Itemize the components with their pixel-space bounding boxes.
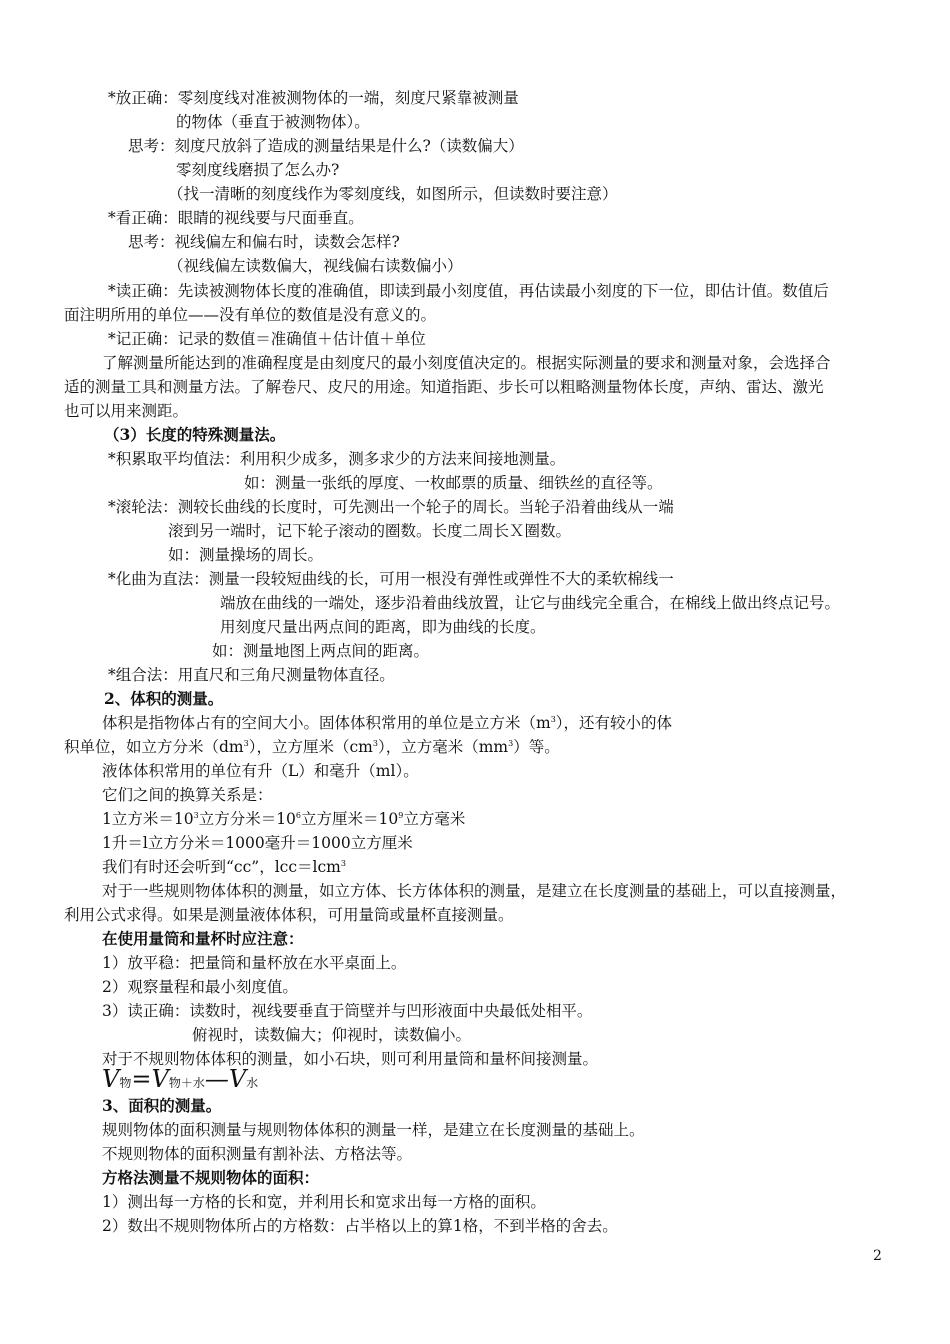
section-heading: 方格法测量不规则物体的面积：: [102, 1168, 320, 1187]
text-line: 思考：刻度尺放斜了造成的测量结果是什么?（读数偏大）: [128, 137, 524, 155]
text-line: 2）观察量程和最小刻度值。: [102, 978, 298, 996]
text-line: 如：测量地图上两点间的距离。: [212, 642, 430, 660]
text-line: 我们有时还会听到“cc”，lcc＝lcm$^3$: [102, 858, 346, 876]
text-line: 适的测量工具和测量方法。了解卷尺、皮尺的用途。知道指距、步长可以粗略测量物体长度，声纳、雷达、激光: [64, 378, 824, 396]
section-heading: 2、体积的测量。: [104, 689, 224, 708]
text-line: 利用公式求得。如果是测量液体体积，可用量筒或量杯直接测量。: [64, 906, 514, 924]
volume-formula: V物=V物＋水—V水: [102, 1065, 259, 1093]
text-line: 思考：视线偏左和偏右时，读数会怎样?: [128, 233, 400, 251]
section-heading: （3）长度的特殊测量法。: [104, 425, 286, 444]
text-line: *看正确：眼睛的视线要与尺面垂直。: [108, 209, 364, 227]
text-line: 的物体（垂直于被测物体）。: [176, 113, 370, 131]
text-line: （找一清晰的刻度线作为零刻度线，如图所示，但读数时要注意）: [168, 185, 618, 203]
text-line: 液体体积常用的单位有升（L）和毫升（ml）。: [102, 762, 419, 780]
text-line: 体积是指物体占有的空间大小。固体体积常用的单位是立方米$(m^3)$，还有较小的体: [102, 714, 673, 732]
text-line: 1）测出每一方格的长和宽，并利用长和宽求出每一方格的面积。: [102, 1193, 546, 1211]
text-line: *读正确：先读被测物体长度的准确值，即读到最小刻度值，再估读最小刻度的下一位，即估计值。数值后: [108, 282, 829, 300]
text-line: 滚到另一端时，记下轮子滚动的圈数。长度二周长Ｘ圈数。: [168, 522, 572, 540]
text-line: 规则物体的面积测量与规则物体体积的测量一样，是建立在长度测量的基础上。: [102, 1121, 645, 1139]
text-line: 用刻度尺量出两点间的距离，即为曲线的长度。: [220, 618, 546, 636]
text-line: *滚轮法：测较长曲线的长度时，可先测出一个轮子的周长。当轮子沿着曲线从一端: [108, 498, 674, 516]
text-line: 了解测量所能达到的准确程度是由刻度尺的最小刻度值决定的。根据实际测量的要求和测量对象，会选择合: [102, 354, 831, 372]
text-line: 如：测量一张纸的厚度、一枚邮票的质量、细铁丝的直径等。: [244, 474, 663, 492]
text-line: （视线偏左读数偏大，视线偏右读数偏小）: [168, 257, 463, 275]
text-line: 它们之间的换算关系是：: [102, 786, 273, 804]
text-line: 1立方米$=10^3$立方分米$=10^6$立方厘米$=10^9$立方毫米: [102, 810, 466, 828]
text-line: 不规则物体的面积测量有割补法、方格法等。: [102, 1145, 413, 1163]
text-line: 端放在曲线的一端处，逐步沿着曲线放置，让它与曲线完全重合，在棉线上做出终点记号。: [220, 594, 841, 612]
text-line: 2）数出不规则物体所占的方格数：占半格以上的算1格，不到半格的舍去。: [102, 1217, 618, 1235]
text-line: 也可以用来测距。: [64, 402, 189, 420]
text-line: *化曲为直法：测量一段较短曲线的长，可用一根没有弹性或弹性不大的柔软棉线一: [108, 570, 674, 588]
text-line: *放正确：零刻度线对准被测物体的一端，刻度尺紧靠被测量: [108, 89, 519, 107]
text-line: 1升＝l立方分米＝1000毫升＝1000立方厘米: [102, 834, 413, 852]
text-line: 零刻度线磨损了怎么办?: [176, 161, 340, 179]
text-line: 如：测量操场的周长。: [168, 546, 324, 564]
text-line: *积累取平均值法：利用积少成多，测多求少的方法来间接地测量。: [108, 450, 566, 468]
text-line: 1）放平稳：把量筒和量杯放在水平桌面上。: [102, 954, 407, 972]
text-line: 面注明所用的单位——没有单位的数值是没有意义的。: [64, 306, 437, 324]
text-line: 对于一些规则物体体积的测量，如立方体、长方体体积的测量，是建立在长度测量的基础上，可以直接测量，: [102, 882, 847, 900]
text-line: 积单位，如立方分米$(dm^3)$，立方厘米$(cm^3)$，立方毫米$(mm^3)$等。: [64, 738, 560, 756]
text-line: 对于不规则物体体积的测量，如小石块，则可利用量筒和量杯间接测量。: [102, 1050, 599, 1068]
page-number: 2: [873, 1248, 882, 1264]
section-heading: 3、面积的测量。: [102, 1096, 222, 1115]
text-line: 3）读正确：读数时，视线要垂直于筒壁并与凹形液面中央最低处相平。: [102, 1002, 593, 1020]
text-line: *记正确：记录的数值＝准确值＋估计值＋单位: [108, 330, 426, 348]
section-heading: 在使用量筒和量杯时应注意：: [102, 929, 304, 948]
text-line: 俯视时，读数偏大；仰视时，读数偏小。: [192, 1026, 472, 1044]
text-line: *组合法：用直尺和三角尺测量物体直径。: [108, 666, 395, 684]
